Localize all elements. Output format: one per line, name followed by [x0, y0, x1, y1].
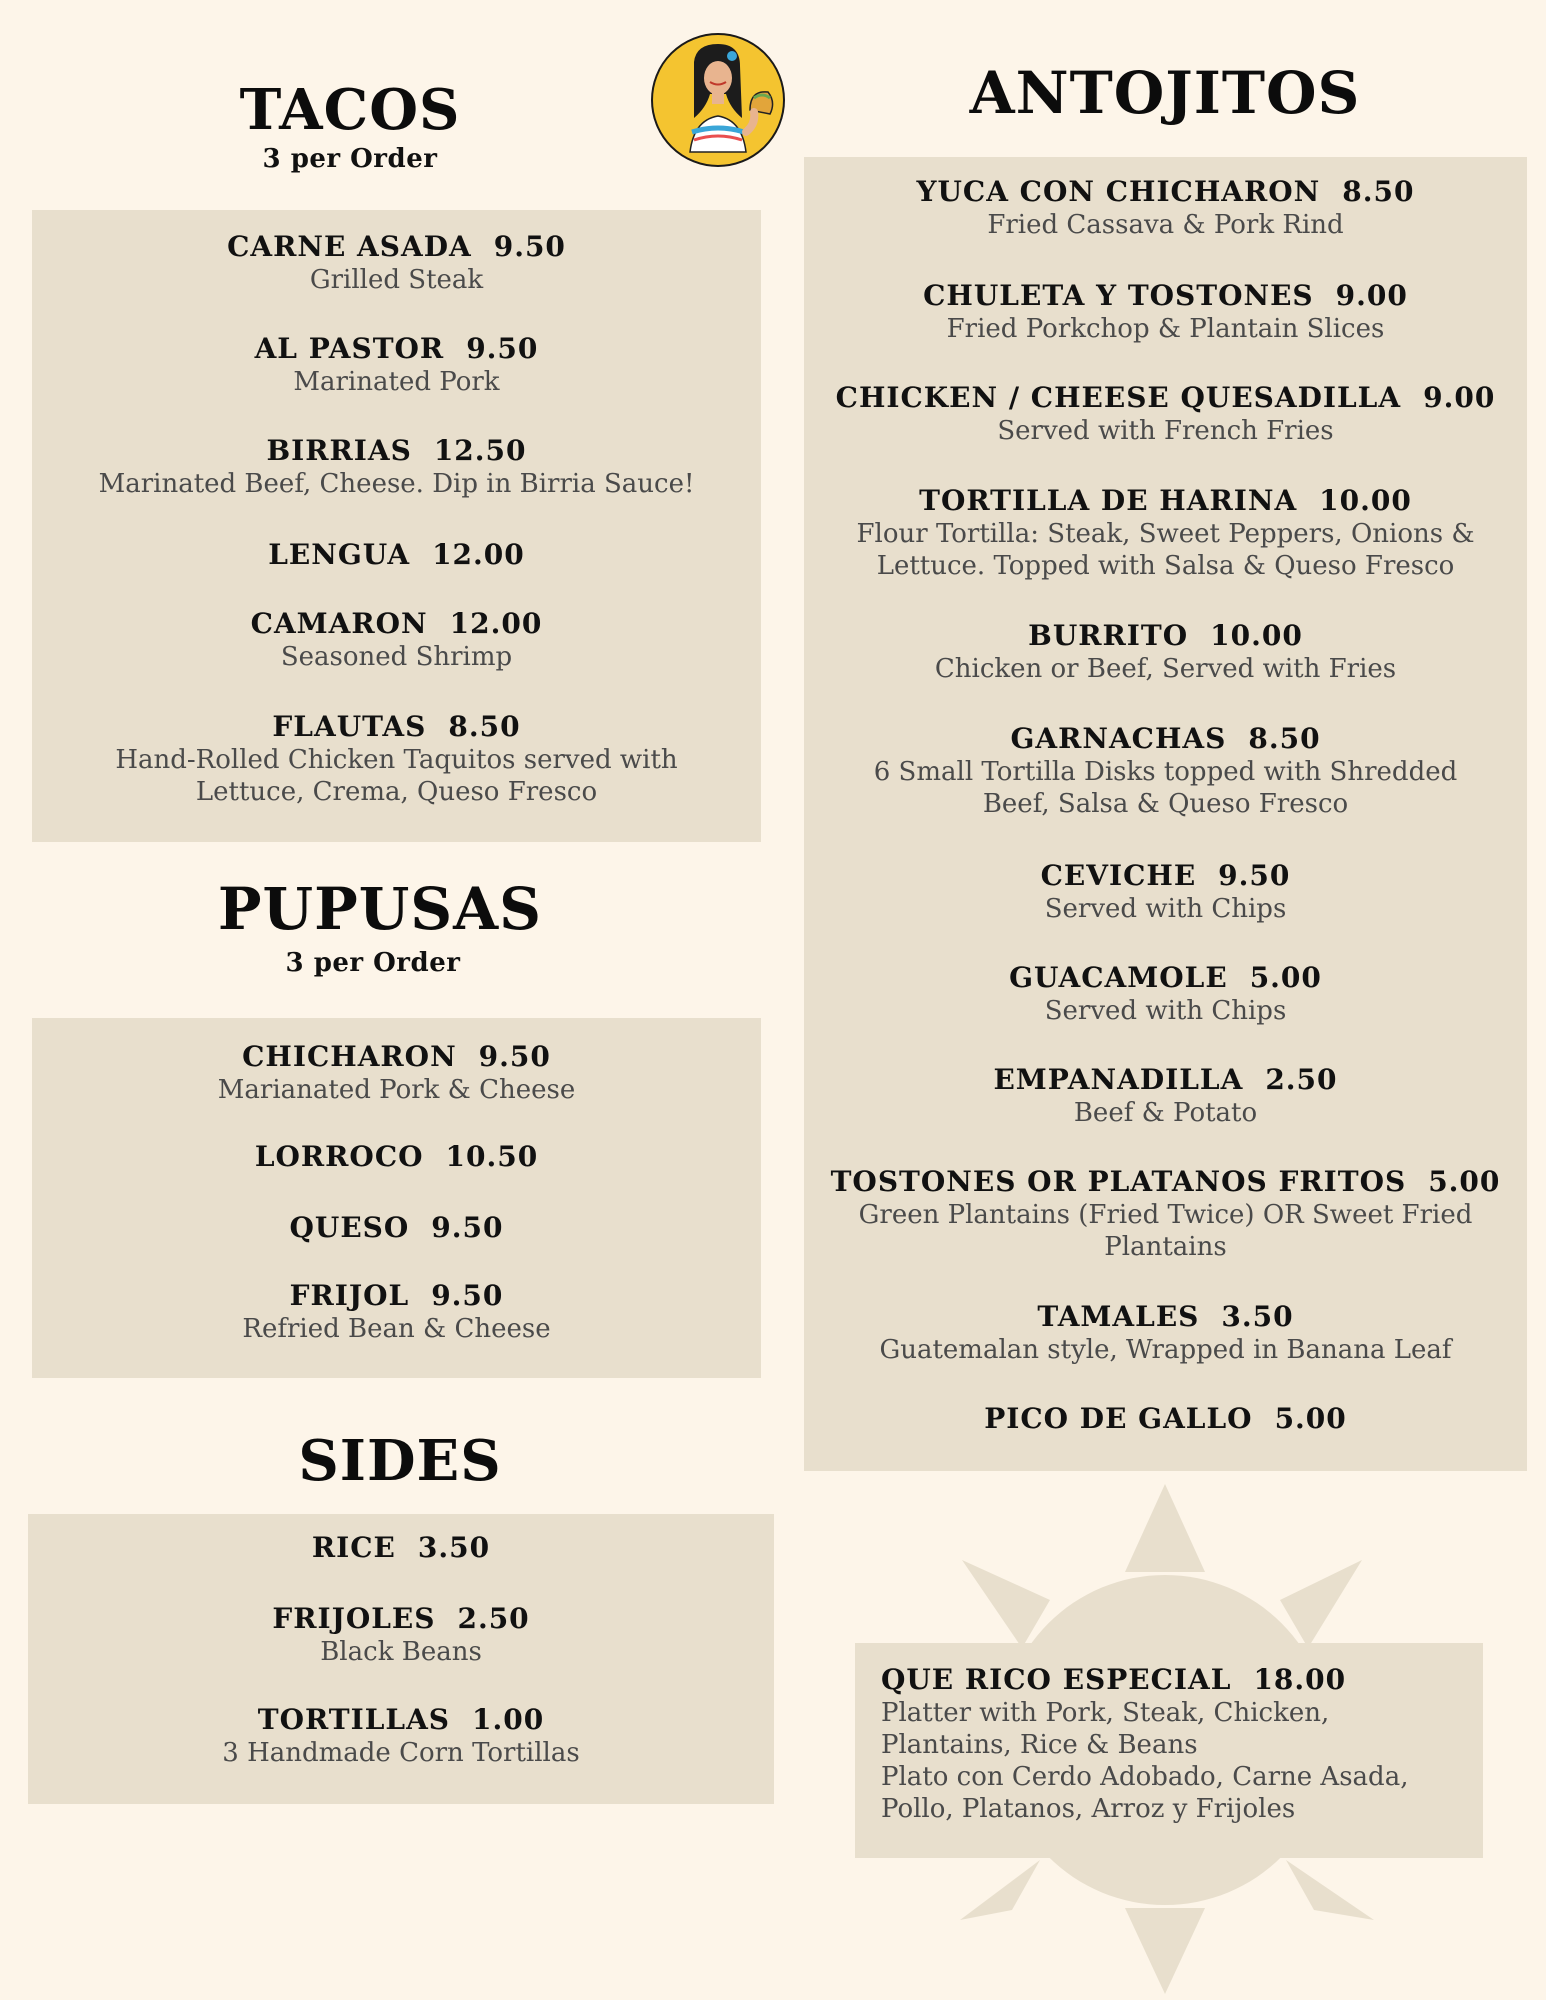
item-price: 5.00	[1428, 1165, 1501, 1198]
menu-item-camaron	[32, 607, 761, 673]
item-price: 8.50	[1248, 722, 1321, 755]
item-description: 3 Handmade Corn Tortillas	[222, 1738, 580, 1768]
item-description: Black Beans	[320, 1637, 482, 1667]
item-name: CHICKEN / CHEESE QUESADILLA	[835, 381, 1402, 414]
sides-heading: SIDES	[298, 1428, 502, 1494]
menu-item-birrias	[32, 434, 761, 500]
menu-item-tortilla-de-harina	[804, 484, 1527, 582]
item-description: Served with Chips	[1044, 996, 1287, 1026]
item-description: Flour Tortilla: Steak, Sweet Peppers, Onions &	[856, 519, 1475, 549]
item-price: 10.50	[445, 1140, 539, 1173]
item-price: 9.50	[1218, 859, 1291, 892]
item-name: CHULETA Y TOSTONES	[923, 279, 1314, 312]
tacos-heading: TACOS	[239, 77, 461, 143]
pupusas-panel	[32, 1018, 761, 1378]
item-name: EMPANADILLA	[993, 1063, 1244, 1096]
item-price: 3.50	[1221, 1300, 1294, 1333]
antojitos-panel	[804, 157, 1527, 1471]
item-name: RICE	[311, 1531, 396, 1564]
menu-item-lengua	[32, 538, 761, 572]
item-price: 12.00	[449, 607, 543, 640]
menu-item-queso	[32, 1211, 761, 1245]
item-description: Beef, Salsa & Queso Fresco	[982, 789, 1349, 819]
item-price: 12.00	[432, 538, 525, 571]
sides-panel	[28, 1514, 774, 1804]
special-description-line: Plato con Cerdo Adobado, Carne Asada,	[881, 1762, 1409, 1792]
item-name: TOSTONES OR PLATANOS FRITOS	[830, 1165, 1407, 1198]
item-name: TORTILLA DE HARINA	[919, 484, 1298, 517]
menu-item-frijoles	[28, 1602, 774, 1668]
item-price: 9.50	[466, 332, 539, 365]
item-price: 10.00	[1210, 619, 1303, 652]
item-price: 8.50	[1342, 175, 1415, 208]
menu-item-tamales	[804, 1300, 1527, 1366]
item-name: BIRRIAS	[266, 434, 412, 467]
item-description: Plantains	[1104, 1232, 1227, 1262]
menu-item-carne-asada	[32, 230, 761, 296]
special-description-line: Pollo, Platanos, Arroz y Frijoles	[881, 1794, 1296, 1824]
item-name: FRIJOL	[289, 1279, 410, 1312]
item-description: Seasoned Shrimp	[280, 642, 513, 672]
menu-item-chicharon	[32, 1040, 761, 1106]
item-name: AL PASTOR	[254, 332, 445, 365]
item-description: Marianated Pork & Cheese	[217, 1075, 576, 1105]
item-price: 9.50	[493, 230, 566, 263]
menu-item-guacamole	[804, 961, 1527, 1027]
menu-item-flautas	[32, 710, 761, 808]
item-price: 9.50	[431, 1279, 504, 1312]
item-description: Served with Chips	[1044, 894, 1287, 924]
item-name: GUACAMOLE	[1009, 961, 1228, 994]
item-name: FLAUTAS	[272, 710, 427, 743]
menu-item-pico-de-gallo	[804, 1402, 1527, 1436]
item-description: Hand-Rolled Chicken Taquitos served with	[115, 745, 678, 775]
item-description: Lettuce. Topped with Salsa & Queso Fresco	[876, 551, 1455, 581]
item-description: Guatemalan style, Wrapped in Banana Leaf	[879, 1335, 1452, 1365]
item-description: Grilled Steak	[309, 265, 484, 295]
item-price: 9.00	[1423, 381, 1496, 414]
special-description-line: Plantains, Rice & Beans	[881, 1730, 1198, 1760]
item-description: 6 Small Tortilla Disks topped with Shredded	[873, 757, 1458, 787]
special-description-line: Platter with Pork, Steak, Chicken,	[881, 1698, 1330, 1728]
item-description: Lettuce, Crema, Queso Fresco	[195, 777, 598, 807]
menu-item-tortillas	[28, 1703, 774, 1769]
item-description: Marinated Beef, Cheese. Dip in Birria Sauce!	[98, 469, 695, 499]
item-price: 9.00	[1335, 279, 1408, 312]
menu-item-frijol	[32, 1279, 761, 1345]
item-price: 1.00	[472, 1703, 545, 1736]
menu-item-rice	[28, 1531, 774, 1565]
item-name: TORTILLAS	[257, 1703, 451, 1736]
item-price: 9.50	[431, 1211, 504, 1244]
menu-item-garnachas	[804, 722, 1527, 820]
item-description: Served with French Fries	[997, 416, 1334, 446]
item-name: CAMARON	[250, 607, 428, 640]
item-description: Refried Bean & Cheese	[242, 1314, 551, 1344]
item-name: CARNE ASADA	[227, 230, 472, 263]
menu-item-ceviche	[804, 859, 1527, 925]
item-name: PICO DE GALLO	[984, 1402, 1253, 1435]
item-price: 5.00	[1274, 1402, 1347, 1435]
menu-item-al-pastor	[32, 332, 761, 398]
menu-item-yuca-con-chicharon	[804, 175, 1527, 241]
item-description: Green Plantains (Fried Twice) OR Sweet Fried	[858, 1200, 1473, 1230]
item-price: 3.50	[417, 1531, 491, 1564]
item-name: FRIJOLES	[272, 1602, 436, 1635]
item-name: GARNACHAS	[1010, 722, 1227, 755]
item-description: Fried Porkchop & Plantain Slices	[946, 314, 1385, 344]
menu-item-tostones-or-platanos	[804, 1165, 1527, 1263]
pupusas-subtitle: 3 per Order	[285, 948, 461, 978]
item-price: 8.50	[448, 710, 521, 743]
item-name: LENGUA	[268, 538, 411, 571]
menu-item-empanadilla	[804, 1063, 1527, 1129]
item-price: 10.00	[1319, 484, 1412, 517]
item-price: 2.50	[1265, 1063, 1338, 1096]
tacos-subtitle: 3 per Order	[262, 144, 438, 174]
item-description: Chicken or Beef, Served with Fries	[934, 654, 1397, 684]
tacos-panel	[32, 210, 761, 842]
special-panel	[855, 1643, 1483, 1858]
item-description: Fried Cassava & Pork Rind	[987, 210, 1344, 240]
item-name: LORROCO	[254, 1140, 424, 1173]
item-name: CEVICHE	[1040, 859, 1197, 892]
menu-item-burrito	[804, 619, 1527, 685]
item-price: 9.50	[478, 1040, 551, 1073]
item-description: Beef & Potato	[1073, 1098, 1258, 1128]
item-price: 5.00	[1249, 961, 1322, 994]
pupusas-heading: PUPUSAS	[217, 875, 543, 943]
item-price: 2.50	[457, 1602, 530, 1635]
menu-item-lorroco	[32, 1140, 761, 1174]
special-name: QUE RICO ESPECIAL	[881, 1663, 1232, 1696]
menu-item-chuleta-y-tostones	[804, 279, 1527, 345]
menu-item-quesadilla	[804, 381, 1527, 447]
woman-holding-taco-logo	[650, 32, 786, 168]
item-name: YUCA CON CHICHARON	[916, 175, 1321, 208]
item-name: CHICHARON	[242, 1040, 457, 1073]
antojitos-heading: ANTOJITOS	[969, 59, 1361, 127]
item-name: BURRITO	[1028, 619, 1189, 652]
item-name: QUESO	[289, 1211, 410, 1244]
item-price: 12.50	[433, 434, 527, 467]
special-price: 18.00	[1253, 1663, 1347, 1696]
item-name: TAMALES	[1037, 1300, 1200, 1333]
item-description: Marinated Pork	[293, 367, 500, 397]
